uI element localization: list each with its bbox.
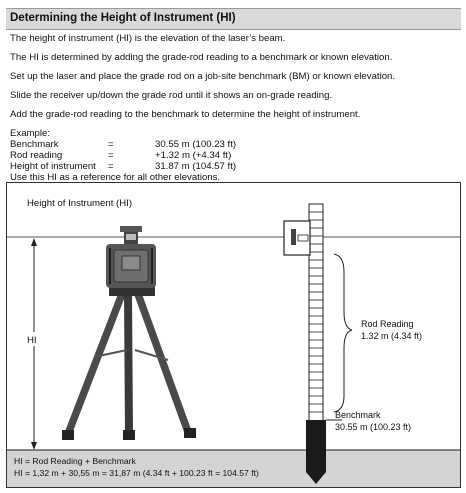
example-value-benchmark: 30.55 m (100.23 ft) bbox=[155, 139, 237, 150]
example-op-benchmark: = bbox=[108, 139, 114, 150]
receiver-icon bbox=[284, 221, 310, 255]
hi-diagram-svg bbox=[6, 182, 461, 488]
example-value-rod-reading: +1.32 m (+4.34 ft) bbox=[155, 150, 232, 161]
rod-reading-label: Rod Reading bbox=[361, 319, 414, 329]
paragraph-5: Add the grade-rod reading to the benchmark to determine the height of instrument. bbox=[10, 109, 361, 120]
example-heading: Example: bbox=[10, 128, 50, 139]
example-value-hi: 31.87 m (104.57 ft) bbox=[155, 161, 237, 172]
benchmark-label: Benchmark bbox=[335, 410, 381, 420]
section-title: Determining the Height of Instrument (HI) bbox=[10, 12, 236, 24]
formula-line-2: HI = 1,32 m + 30,55 m = 31,87 m (4.34 ft + 100.23 ft = 104.57 ft) bbox=[14, 468, 259, 478]
hi-side-label: HI bbox=[27, 335, 37, 346]
paragraph-2: The HI is determined by adding the grade-rod reading to a benchmark or known elevation. bbox=[10, 52, 393, 63]
benchmark-stake-icon bbox=[306, 420, 326, 484]
paragraph-4: Slide the receiver up/down the grade rod until it shows an on-grade reading. bbox=[10, 90, 333, 101]
example-label-rod-reading: Rod reading bbox=[10, 150, 63, 161]
rod-reading-value: 1.32 m (4.34 ft) bbox=[361, 331, 423, 341]
example-label-benchmark: Benchmark bbox=[10, 139, 59, 150]
example-footer: Use this HI as a reference for all other elevations. bbox=[10, 172, 221, 183]
paragraph-1: The height of instrument (HI) is the elevation of the laser’s beam. bbox=[10, 33, 286, 44]
formula-line-1: HI = Rod Reading + Benchmark bbox=[14, 456, 136, 466]
example-op-rod-reading: = bbox=[108, 150, 114, 161]
example-op-hi: = bbox=[108, 161, 114, 172]
grade-rod bbox=[309, 204, 323, 447]
hi-diagram bbox=[6, 182, 461, 488]
paragraph-3: Set up the laser and place the grade rod on a job-site benchmark (BM) or known elevation. bbox=[10, 71, 396, 82]
example-label-hi: Height of instrument bbox=[10, 161, 96, 172]
section-title-bar bbox=[6, 8, 461, 30]
benchmark-value: 30.55 m (100.23 ft) bbox=[335, 422, 412, 432]
hi-title-label: Height of Instrument (HI) bbox=[27, 198, 133, 209]
